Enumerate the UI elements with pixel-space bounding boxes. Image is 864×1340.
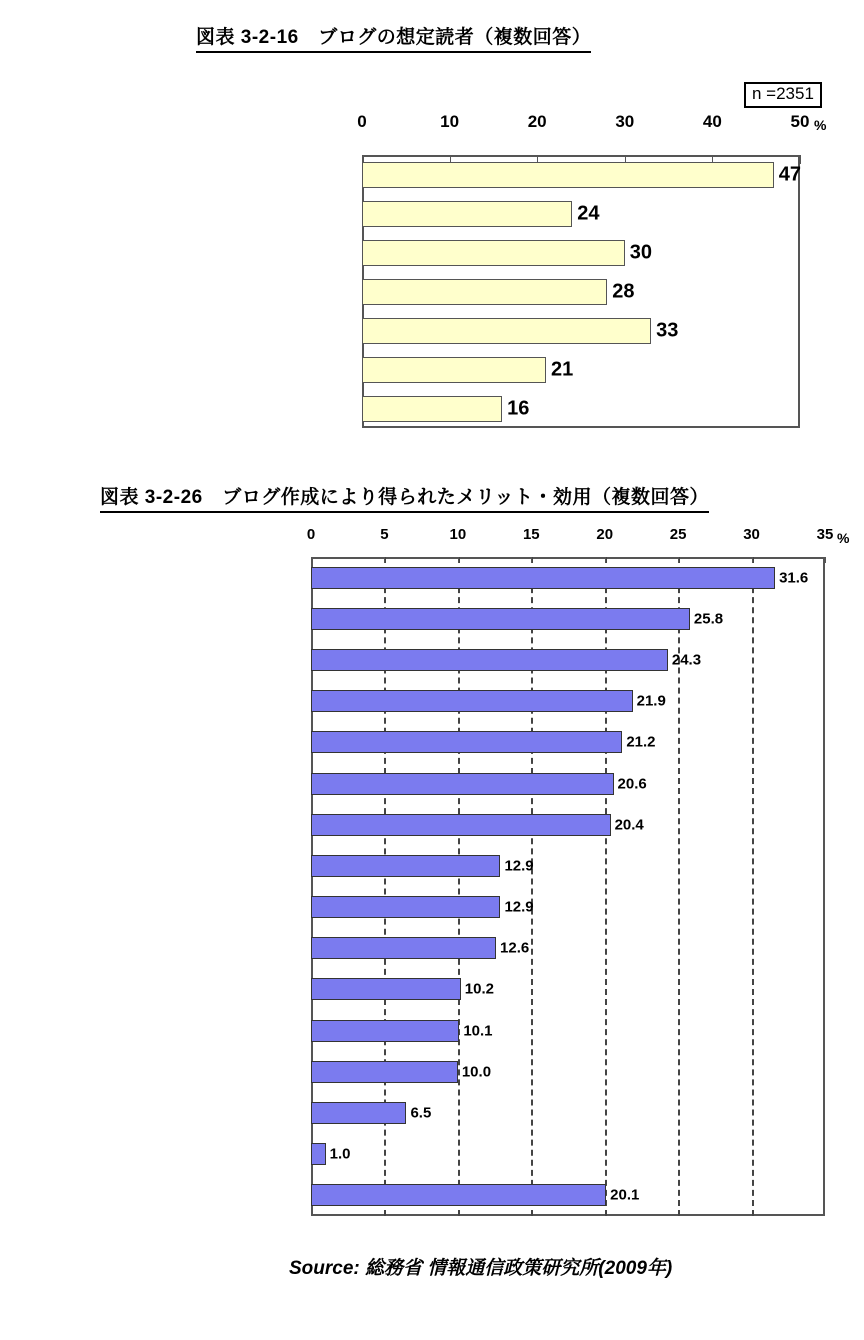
bar-value-label: 21.2 xyxy=(626,733,656,751)
bar xyxy=(311,814,611,836)
bar-value-label: 21 xyxy=(550,358,574,380)
x-axis-tick-label: 5 xyxy=(380,526,389,543)
x-axis-unit-label: % xyxy=(837,530,850,546)
bar-value-label: 20.6 xyxy=(617,775,647,793)
figure1-sample-size-badge: n =2351 xyxy=(744,82,822,108)
bar-value-label: 33 xyxy=(656,319,679,341)
bar-value-label: 47 xyxy=(778,163,801,185)
bar-value-label: 12.6 xyxy=(500,939,530,957)
bar xyxy=(311,937,496,959)
x-axis-tickmark xyxy=(752,557,753,563)
bar-value-label: 28 xyxy=(612,280,635,302)
x-axis-tickmark xyxy=(825,557,826,563)
bar xyxy=(311,978,461,1000)
x-axis-unit-label: % xyxy=(814,117,827,133)
bar xyxy=(311,1102,406,1124)
bar xyxy=(311,773,614,795)
x-axis-tick-label: 25 xyxy=(669,526,687,543)
bar-value-label: 20.1 xyxy=(610,1186,640,1204)
bar-value-label: 25.8 xyxy=(693,610,724,628)
bar-value-label: 21.9 xyxy=(636,692,666,710)
x-axis-tickmark xyxy=(458,557,459,563)
bar-value-label: 12.9 xyxy=(504,857,534,875)
bar-value-label: 31.6 xyxy=(779,569,809,587)
bar xyxy=(311,1061,458,1083)
bar-value-label: 30 xyxy=(629,241,653,263)
bar xyxy=(311,649,668,671)
bar xyxy=(362,201,572,227)
x-axis-tickmark xyxy=(384,557,385,563)
bar xyxy=(311,1143,326,1165)
x-axis-tick-label: 35 xyxy=(816,526,834,543)
bar-value-label: 6.5 xyxy=(410,1104,432,1122)
bar-value-label: 20.4 xyxy=(614,816,644,834)
x-axis-tick-label: 0 xyxy=(306,526,316,543)
bar xyxy=(362,357,546,383)
figure1-title: 図表 3-2-16 ブログの想定読者（複数回答） xyxy=(196,22,591,53)
bar xyxy=(311,690,633,712)
x-axis-tick-label: 50 xyxy=(790,112,810,131)
x-axis-tickmark xyxy=(605,557,606,563)
bar xyxy=(311,1184,606,1206)
x-axis-tick-label: 10 xyxy=(449,526,467,543)
bar-value-label: 16 xyxy=(507,397,530,419)
figure2-title: 図表 3-2-26 ブログ作成により得られたメリット・効用（複数回答） xyxy=(100,482,709,513)
x-axis-tick-label: 20 xyxy=(527,112,547,131)
bar xyxy=(362,396,502,422)
x-axis-tick-label: 30 xyxy=(743,526,760,543)
bar xyxy=(311,567,775,589)
x-axis-tickmark xyxy=(311,557,312,563)
bar xyxy=(362,162,774,188)
bar-value-label: 24 xyxy=(577,202,600,224)
bar xyxy=(362,318,651,344)
x-axis-tick-label: 10 xyxy=(440,112,460,131)
bar-value-label: 1.0 xyxy=(329,1145,351,1163)
bar xyxy=(311,896,500,918)
bar-value-label: 10.1 xyxy=(463,1022,493,1040)
bar xyxy=(311,1020,459,1042)
bar xyxy=(311,731,622,753)
gridline xyxy=(752,557,754,1216)
x-axis-tick-label: 40 xyxy=(702,112,722,131)
x-axis-tickmark xyxy=(678,557,679,563)
bar-value-label: 24.3 xyxy=(671,651,702,669)
source-note: Source: 総務省 情報通信政策研究所(2009年) xyxy=(289,1258,673,1279)
bar xyxy=(362,279,607,305)
bar xyxy=(311,608,690,630)
bar-value-label: 12.9 xyxy=(504,898,534,916)
x-axis-tickmark xyxy=(531,557,532,563)
bar xyxy=(311,855,500,877)
bar-value-label: 10.0 xyxy=(461,1063,492,1081)
x-axis-tick-label: 15 xyxy=(522,526,540,543)
x-axis-tick-label: 0 xyxy=(357,112,367,131)
x-axis-tick-label: 20 xyxy=(596,526,614,543)
x-axis-tick-label: 30 xyxy=(615,112,635,131)
bar-value-label: 10.2 xyxy=(464,980,494,998)
bar xyxy=(362,240,625,266)
